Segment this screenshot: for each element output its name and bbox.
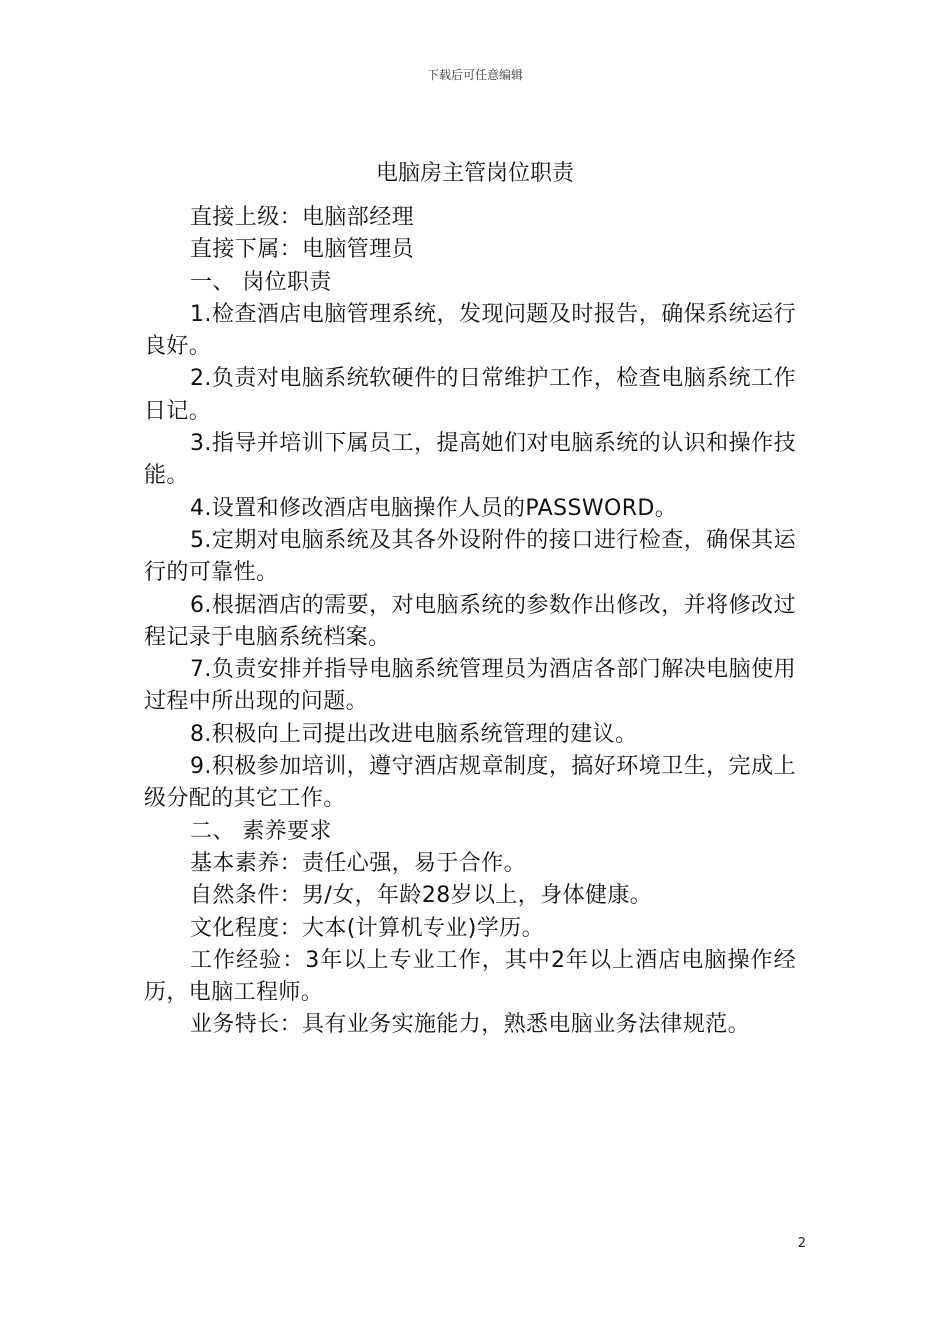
document-title: 电脑房主管岗位职责: [375, 161, 574, 186]
requirement-education: 文化程度：大本(计算机专业)学历。: [190, 915, 544, 941]
duty-item-8: 8.积极向上司提出改进电脑系统管理的建议。: [190, 721, 638, 747]
duty-item-2: 2.负责对电脑系统软硬件的日常维护工作，检查电脑系统工作日记。: [144, 366, 796, 424]
requirement-basic: 基本素养：责任心强，易于合作。: [190, 850, 527, 876]
document-body: [144, 202, 796, 1042]
duty-item-4: 4.设置和修改酒店电脑操作人员的PASSWORD。: [190, 495, 678, 521]
duty-item-6: 6.根据酒店的需要，对电脑系统的参数作出修改，并将修改过程记录于电脑系统档案。: [144, 592, 796, 650]
duty-item-3: 3.指导并培训下属员工，提高她们对电脑系统的认识和操作技能。: [144, 431, 796, 489]
paragraph-subordinate: 直接下属：电脑管理员: [190, 237, 415, 263]
duty-item-1: 1.检查酒店电脑管理系统，发现问题及时报告，确保系统运行良好。: [144, 301, 796, 360]
duty-item-5: 5.定期对电脑系统及其各外设附件的接口进行检查，确保其运行的可靠性。: [144, 527, 796, 586]
paragraph-supervisor: 直接上级：电脑部经理: [190, 205, 415, 230]
section-heading-requirements: 二、 素养要求: [190, 818, 332, 844]
duty-item-9: 9.积极参加培训，遵守酒店规章制度，搞好环境卫生，完成上级分配的其它工作。: [144, 754, 796, 812]
section-heading-duties: 一、 岗位职责: [190, 269, 332, 295]
duty-item-7: 7.负责安排并指导电脑系统管理员为酒店各部门解决电脑使用过程中所出现的问题。: [144, 657, 796, 715]
page-header: 下载后可任意编辑: [426, 68, 523, 82]
page-number: 2: [797, 1236, 806, 1251]
requirement-experience: 工作经验：3年以上专业工作，其中2年以上酒店电脑操作经历，电脑工程师。: [144, 947, 796, 1006]
requirement-natural-conditions: 自然条件：男/女，年龄28岁以上，身体健康。: [190, 883, 653, 909]
requirement-specialty: 业务特长：具有业务实施能力，熟悉电脑业务法律规范。: [190, 1012, 751, 1038]
